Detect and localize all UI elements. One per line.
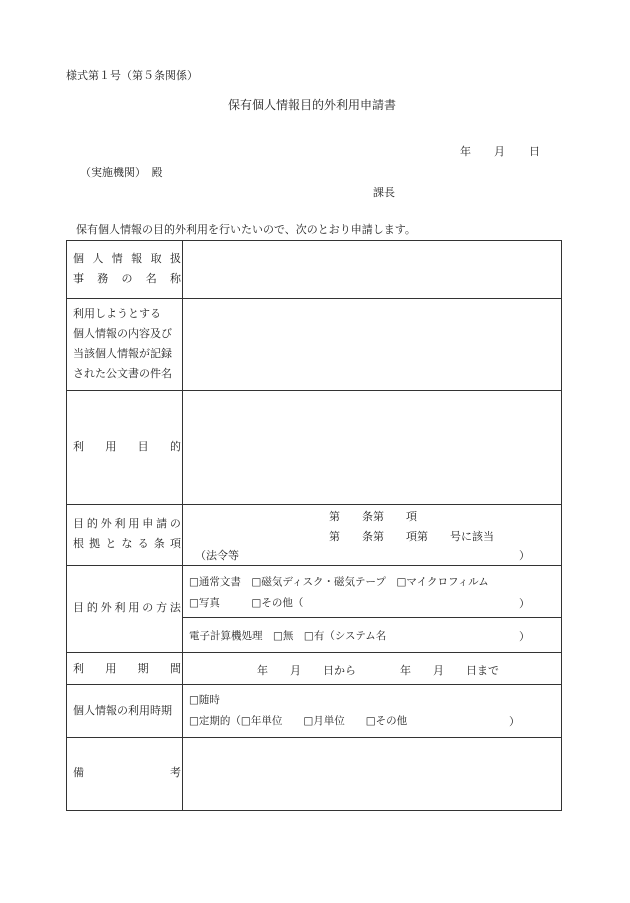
date-month[interactable]: 月	[494, 145, 505, 158]
method-options-line1[interactable]: □通常文書 □磁気ディスク・磁気テープ □マイクロフィルム	[189, 576, 489, 588]
form-number: 様式第１号（第５条関係）	[66, 69, 198, 82]
affair-name-field[interactable]	[183, 241, 561, 298]
law-name-open: （法令等	[195, 549, 239, 562]
computer-processing-close: ）	[519, 630, 530, 643]
computer-processing[interactable]: 電子計算機処理 □無 □有（システム名	[189, 630, 387, 642]
method-label: 目 的 外 利 用 の 方 法	[73, 601, 181, 614]
method-options-line2[interactable]: □写真 □その他（	[189, 597, 304, 609]
purpose-label: 利 用 目 的	[73, 440, 181, 453]
addressee: （実施機関） 殿	[80, 166, 163, 179]
article-clause-2[interactable]: 第 条第 項第 号に該当	[329, 530, 494, 543]
content-label: 利用しようとする 個人情報の内容及び 当該個人情報が記録 された公文書の件名	[73, 307, 172, 380]
law-name-field[interactable]	[247, 547, 517, 561]
purpose-field[interactable]	[183, 391, 561, 504]
period-label: 利 用 期 間	[73, 662, 181, 675]
timing-anytime[interactable]: □随時	[189, 694, 220, 706]
date-year[interactable]: 年	[460, 145, 471, 158]
legal-basis-label: 目 的 外 利 用 申 請 の 根 拠 と な る 条 項	[73, 517, 181, 550]
remarks-field[interactable]	[183, 738, 561, 810]
form-title: 保有個人情報目的外利用申請書	[228, 98, 397, 112]
content-field[interactable]	[183, 299, 561, 390]
timing-periodic[interactable]: □定期的（□年単位 □月単位 □その他	[189, 715, 408, 727]
application-table	[66, 240, 562, 811]
law-name-close: ）	[519, 549, 530, 562]
timing-periodic-close: ）	[509, 715, 520, 728]
affair-name-line1: 個 人 情 報 取 扱	[73, 252, 181, 265]
article-clause-1[interactable]: 第 条第 項	[329, 510, 417, 523]
affair-name-label	[73, 249, 181, 289]
period-value[interactable]: 年 月 日から 年 月 日まで	[257, 664, 499, 677]
method-other-close: ）	[519, 597, 530, 610]
applicant[interactable]: 課長	[373, 186, 395, 199]
affair-name-line2: 事 務 の 名 称	[73, 272, 181, 285]
timing-label: 個人情報の利用時期	[73, 704, 172, 717]
date-day[interactable]: 日	[529, 145, 540, 158]
remarks-label: 備 考	[73, 766, 181, 779]
intro-text: 保有個人情報の目的外利用を行いたいので、次のとおり申請します。	[76, 223, 416, 236]
